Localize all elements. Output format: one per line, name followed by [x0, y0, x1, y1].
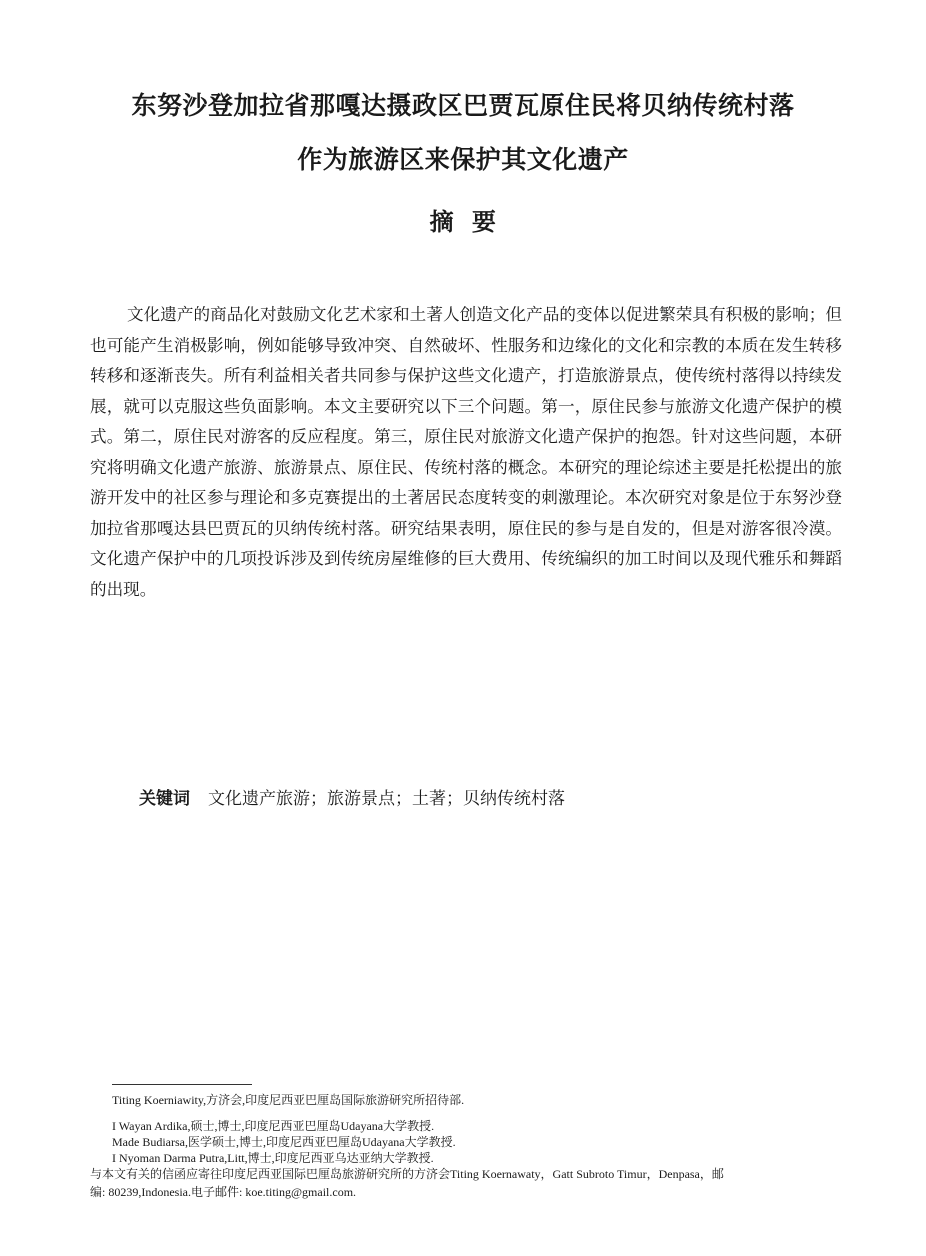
keywords-label: 关键词 — [139, 789, 190, 809]
footnote-contact-email: 编: 80239,Indonesia.电子邮件: koe.titing@gmail.com. — [90, 1185, 357, 1199]
abstract-heading: 摘 要 — [429, 208, 497, 236]
paper-title-line-1: 东努沙登加拉省那嘎达摄政区巴贾瓦原住民将贝纳传统村落 — [131, 91, 795, 120]
abstract-body: 文化遗产的商品化对鼓励文化艺术家和土著人创造文化产品的变体以促进繁荣具有积极的影响；但也可能产生消极影响，例如能够导致冲突、自然破坏、性服务和边缘化的文化和宗教的本质在发生转移转移和逐渐丧失。所有利益相关者共同参与保护这些文化遗产，打造旅游景点，使传统村落得以持续发展，就可以克服这些负面影响。本文主要研究以下三个问题。第一，原住民参与旅游文化遗产保护的模式。第二，原住民对游客的反应程度。第三，原住民对旅游文化遗产保护的抱怨。针对这些问题，本研究将明确文化遗产旅游、旅游景点、原住民、传统村落的概念。本研究的理论综述主要是托松提出的旅游开发中的社区参与理论和多克赛提出的土著居民态度转变的刺激理论。本次研究对象是位于东努沙登加拉省那嘎达县巴贾瓦的贝纳传统村落。研究结果表明，原住民的参与是自发的，但是对游客很冷漠。文化遗产保护中的几项投诉涉及到传统房屋维修的巨大费用、传统编织的加工时间以及现代雅乐和舞蹈的出现。 — [90, 305, 842, 599]
footnote-divider — [112, 1084, 252, 1085]
footnote-author-3: Made Budiarsa,医学硕士,博士,印度尼西亚巴厘岛Udayana大学教授. — [112, 1135, 456, 1149]
keywords-line — [139, 784, 565, 809]
footnote-author-1: Titing Koerniawity,方济会,印度尼西亚巴厘岛国际旅游研究所招待部. — [112, 1093, 465, 1107]
keywords-text: 文化遗产旅游；旅游景点；土著；贝纳传统村落 — [208, 789, 565, 809]
footnote-author-2: I Wayan Ardika,硕士,博士,印度尼西亚巴厘岛Udayana大学教授. — [112, 1119, 435, 1133]
paper-title-line-2: 作为旅游区来保护其文化遗产 — [297, 145, 629, 174]
footnote-author-4: I Nyoman Darma Putra,Litt,博士,印度尼西亚乌达亚纳大学教授. — [112, 1151, 434, 1165]
footnote-correspondence: 与本文有关的信函应寄往印度尼西亚国际巴厘岛旅游研究所的方济会Titing Koernawaty，Gatt Subroto Timur，Denpasa，邮 — [90, 1167, 724, 1181]
